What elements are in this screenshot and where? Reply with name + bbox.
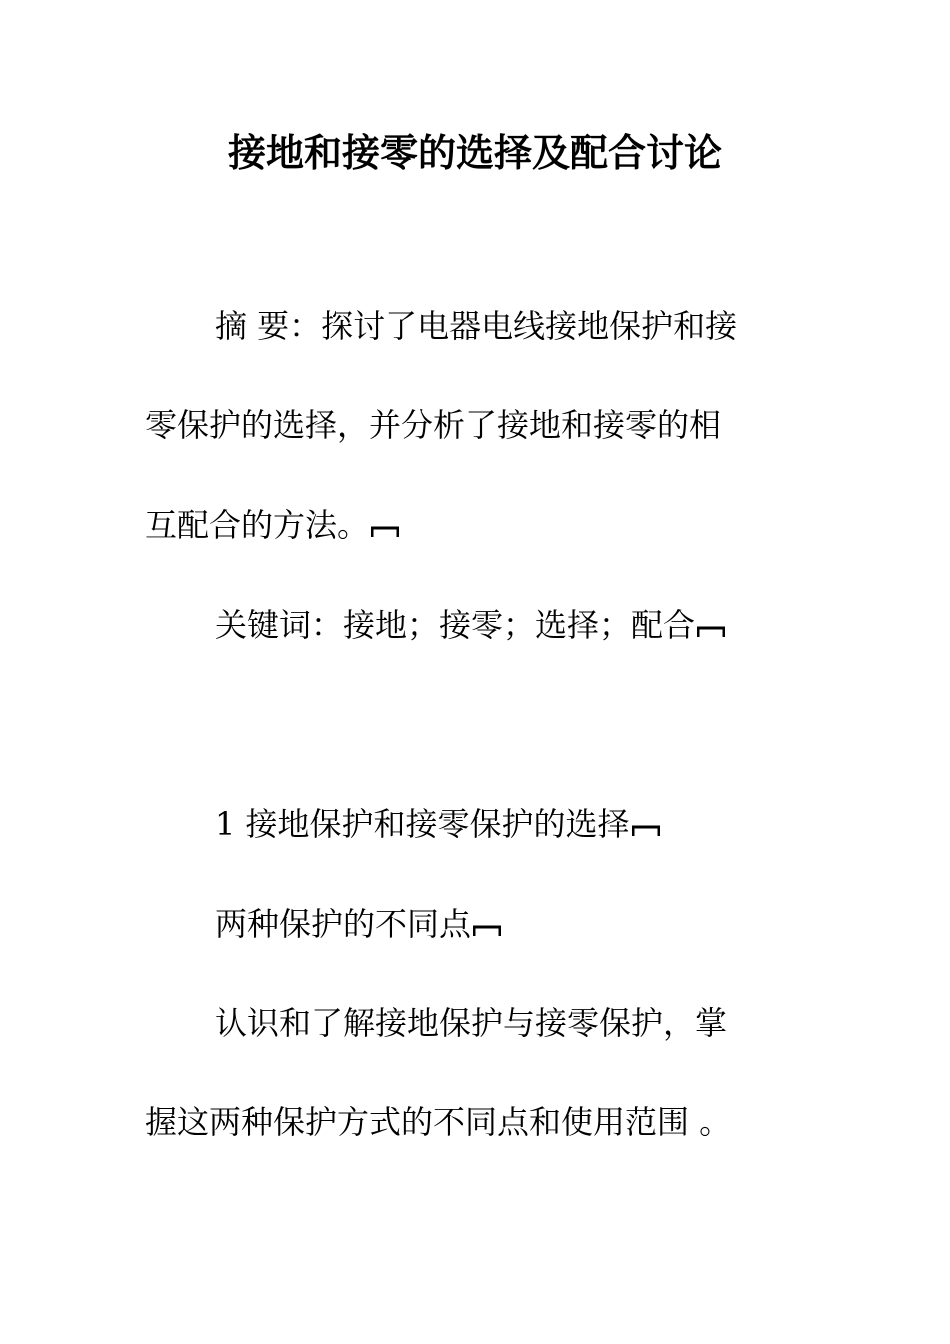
- paragraph-break-icon: [632, 823, 660, 837]
- abstract-line-1: 摘 要：探讨了电器电线接地保护和接: [215, 307, 738, 345]
- paragraph-break-icon: [473, 923, 501, 937]
- section-heading-text: 1 接地保护和接零保护的选择: [215, 805, 630, 843]
- subsection-heading: [215, 902, 501, 946]
- document-title: 接地和接零的选择及配合讨论: [227, 130, 722, 175]
- abstract-line-2: 零保护的选择，并分析了接地和接零的相: [145, 406, 722, 444]
- abstract-line-3-text: 互配合的方法。: [145, 506, 370, 544]
- subsection-heading-text: 两种保护的不同点: [215, 905, 472, 943]
- paragraph-break-icon: [697, 624, 725, 638]
- paragraph-break-icon: [371, 524, 399, 538]
- abstract-line-3: [145, 503, 399, 547]
- section-heading: [215, 802, 660, 846]
- body-paragraph-line-2: 握这两种保护方式的不同点和使用范围 。: [145, 1103, 732, 1141]
- body-paragraph-line-1: 认识和了解接地保护与接零保护，掌: [215, 1004, 728, 1042]
- keywords-line: [215, 603, 725, 647]
- keywords-text: 关键词：接地；接零；选择；配合: [215, 606, 696, 644]
